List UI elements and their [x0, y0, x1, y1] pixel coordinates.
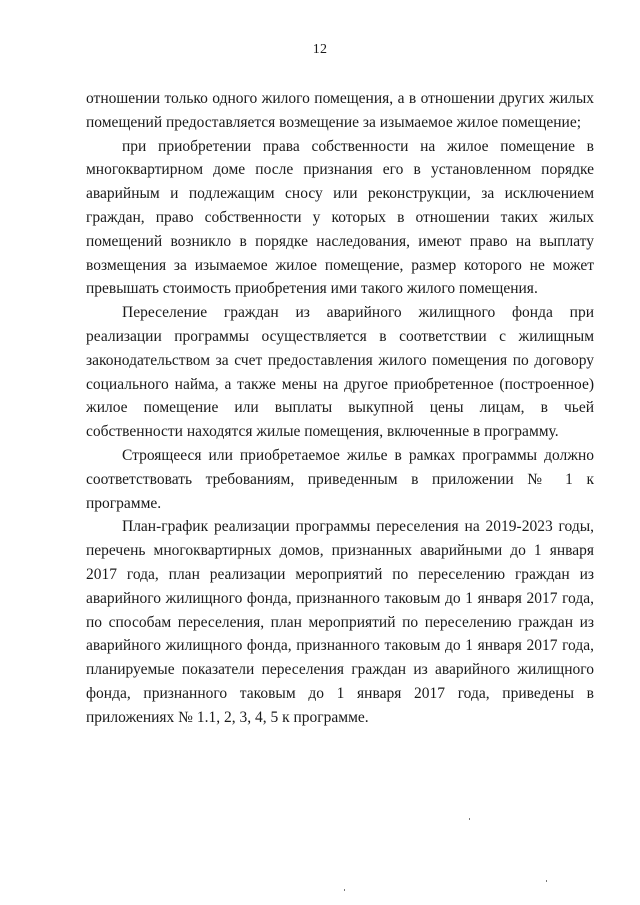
scan-speck [344, 889, 345, 891]
paragraph-schedule-appendices: План-график реализации программы переселения на 2019-2023 годы, перечень многоквартирных домов, признанных аварийными до 1 января 2017 года, план реализации мероприятий по переселению граждан из аварийного жилищного фонда, признанного таковым до 1 января 2017 года, по способам переселения, план мероприятий по переселению граждан из аварийного жилищного фонда, признанного таковым до 1 января 2017 года, планируемые показатели переселения граждан из аварийного жилищного фонда, признанного таковым до 1 января 2017 года, приведены в приложениях № 1.1, 2, 3, 4, 5 к программе. [86, 518, 594, 726]
paragraph-resettlement: Переселение граждан из аварийного жилищного фонда при реализации программы осуществляется в соответствии с жилищным законодательством за счет предоставления жилого помещения по договору социального найма, а также мены на другое приобретенное (построенное) жилое помещение или выплаты выкупной цены лицам, в чьей собственности находятся жилые помещения, включенные в программу. [86, 304, 594, 441]
page-number: 12 [312, 42, 328, 57]
paragraph-housing-requirements: Строящееся или приобретаемое жилье в рамках программы должно соответствовать требованиям, приведенным в приложении № 1 к программе. [86, 446, 594, 512]
document-body [86, 87, 594, 730]
paragraph-ownership-acquisition: при приобретении права собственности на жилое помещение в многоквартирном доме после признания его в установленном порядке аварийным и подлежащим сносу или реконструкции, за исключением граждан, право собственности у которых в отношении таких жилых помещений возникло в порядке наследования, имеют право на выплату возмещения за изымаемое жилое помещение, размер которого не может превышать стоимость приобретения ими такого жилого помещения. [86, 137, 594, 298]
scan-speck [546, 880, 547, 882]
paragraph-continuation: отношении только одного жилого помещения, а в отношении других жилых помещений предоставляется возмещение за изымаемое жилое помещение; [86, 90, 594, 131]
scan-speck [469, 818, 470, 820]
